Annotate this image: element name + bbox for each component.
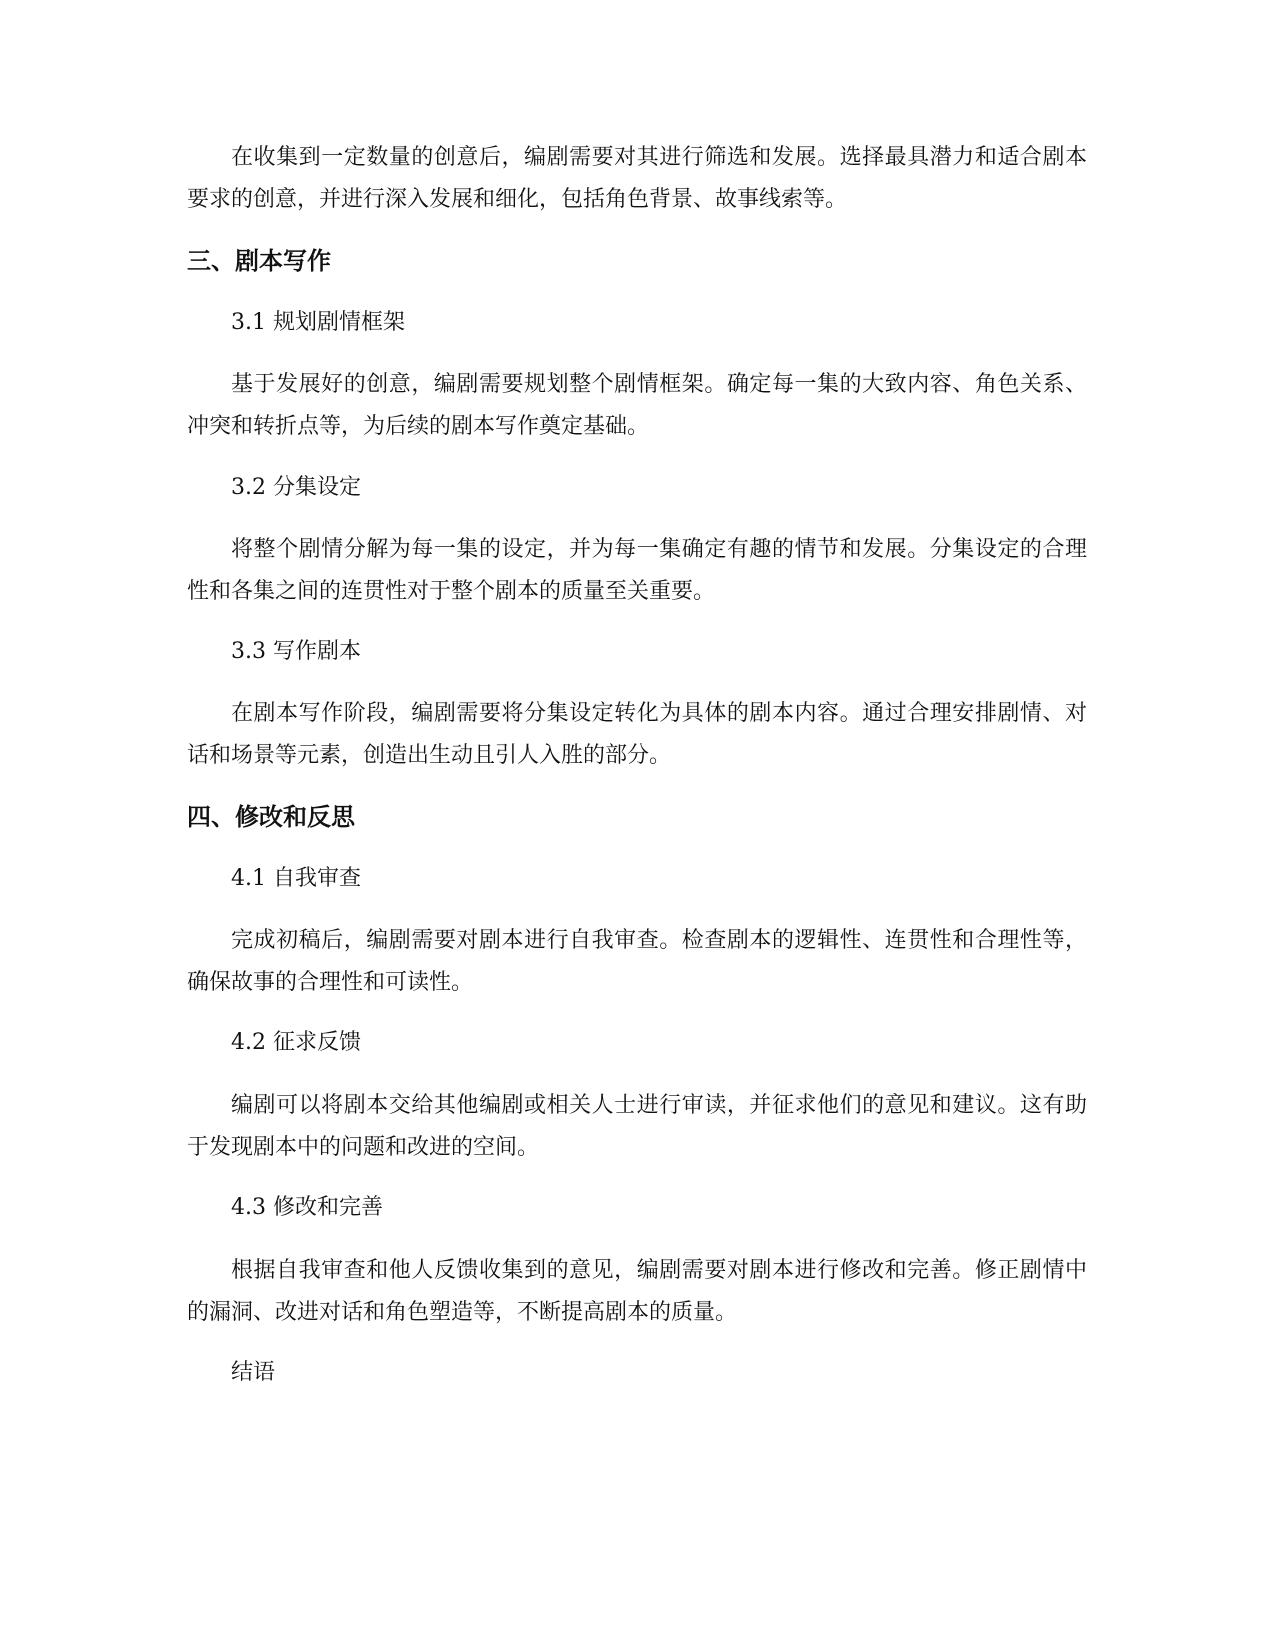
subsection-3-2-paragraph: 将整个剧情分解为每一集的设定，并为每一集确定有趣的情节和发展。分集设定的合理性和各集之间的连贯性对于整个剧本的质量至关重要。 [187, 537, 1087, 604]
subsection-4-3-heading: 4.3 修改和完善 [231, 1195, 383, 1220]
subsection-3-3-heading: 3.3 写作剧本 [231, 639, 361, 664]
section-3-title: 三、剧本写作 [187, 247, 331, 275]
subsection-3-1-heading: 3.1 规划剧情框架 [231, 310, 405, 335]
subsection-3-1-paragraph: 基于发展好的创意，编剧需要规划整个剧情框架。确定每一集的大致内容、角色关系、冲突和转折点等，为后续的剧本写作奠定基础。 [187, 372, 1087, 439]
subsection-4-1-paragraph: 完成初稿后，编剧需要对剧本进行自我审查。检查剧本的逻辑性、连贯性和合理性等，确保故事的合理性和可读性。 [187, 928, 1087, 995]
subsection-4-2-heading: 4.2 征求反馈 [231, 1030, 361, 1055]
subsection-4-2-paragraph: 编剧可以将剧本交给其他编剧或相关人士进行审读，并征求他们的意见和建议。这有助于发现剧本中的问题和改进的空间。 [187, 1093, 1087, 1160]
subsection-3-2-heading: 3.2 分集设定 [231, 475, 361, 500]
section-4-title: 四、修改和反思 [187, 803, 355, 831]
subsection-3-3-paragraph: 在剧本写作阶段，编剧需要将分集设定转化为具体的剧本内容。通过合理安排剧情、对话和场景等元素，创造出生动且引人入胜的部分。 [187, 701, 1087, 768]
subsection-4-1-heading: 4.1 自我审查 [231, 866, 361, 891]
conclusion-heading: 结语 [231, 1360, 276, 1385]
subsection-4-3-paragraph: 根据自我审查和他人反馈收集到的意见，编剧需要对剧本进行修改和完善。修正剧情中的漏洞、改进对话和角色塑造等，不断提高剧本的质量。 [187, 1258, 1087, 1325]
intro-paragraph: 在收集到一定数量的创意后，编剧需要对其进行筛选和发展。选择最具潜力和适合剧本要求的创意，并进行深入发展和细化，包括角色背景、故事线索等。 [187, 145, 1087, 212]
